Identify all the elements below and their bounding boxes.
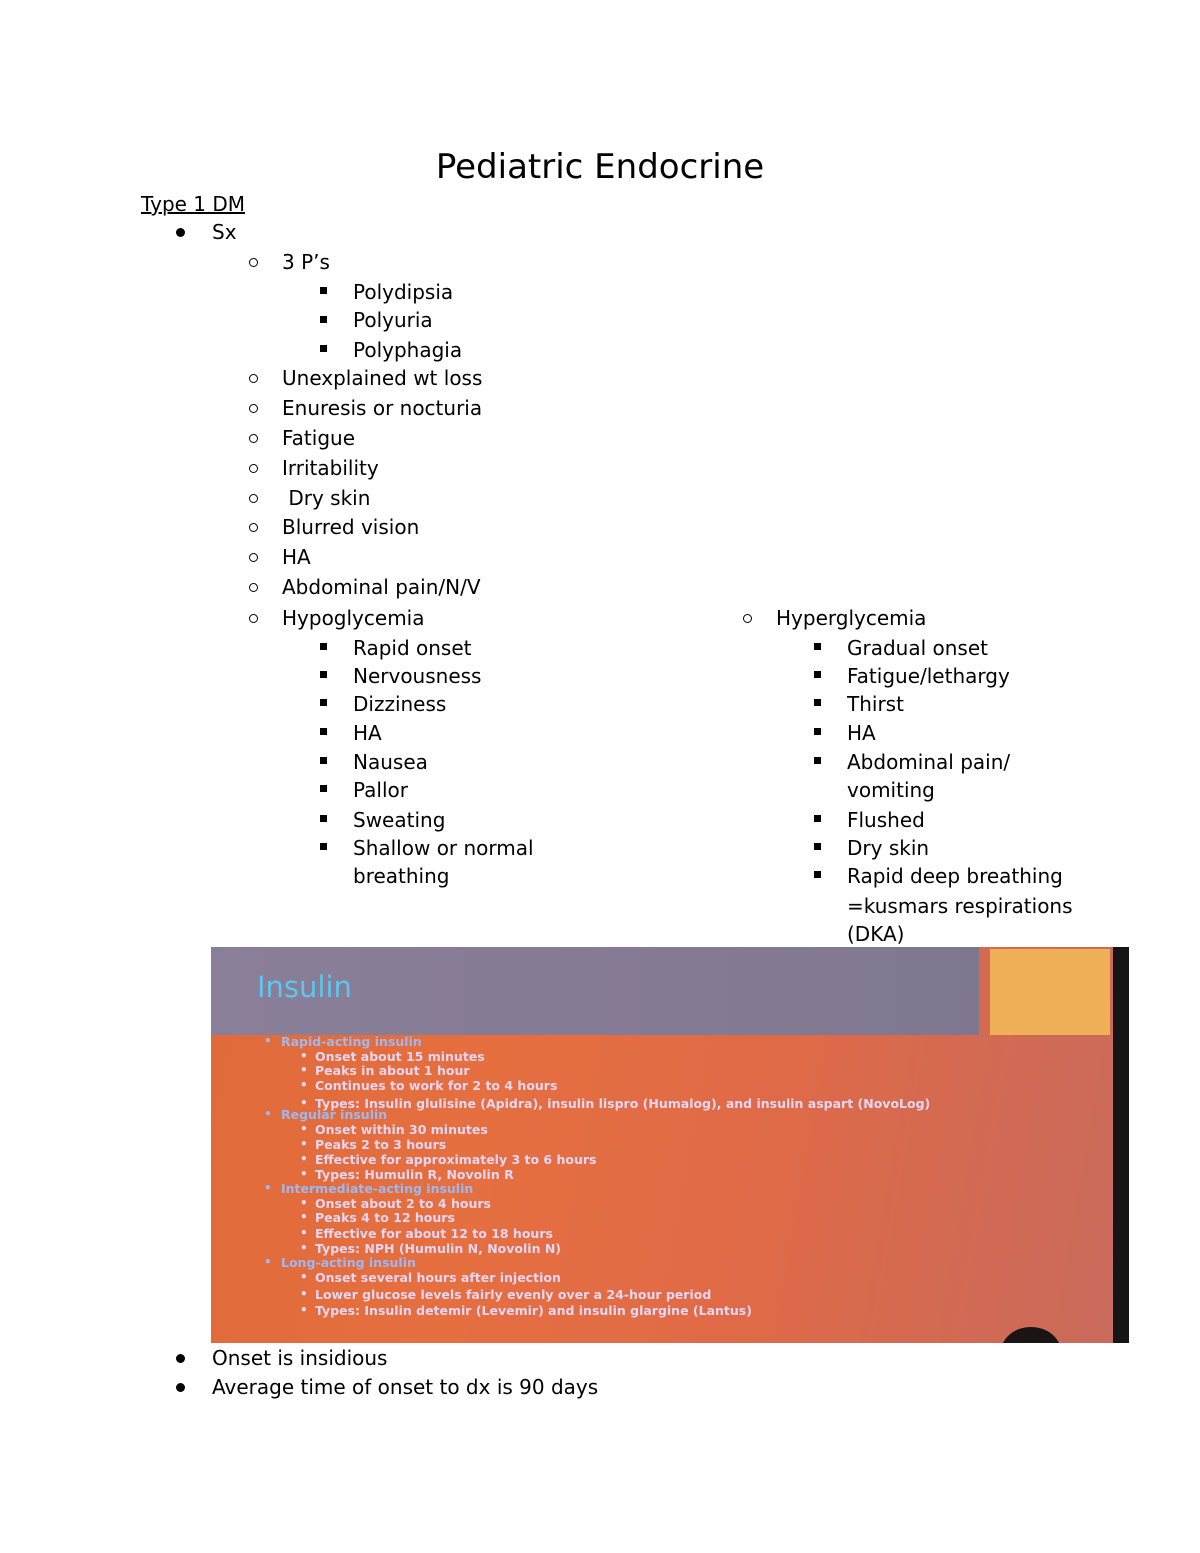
bullet-square [320,815,327,822]
slide-line: Effective for approximately 3 to 6 hours [315,1152,597,1167]
slide-line: Intermediate-acting insulin [281,1181,474,1196]
list-item: Dizziness [353,692,447,716]
slide-bullet: • [300,1226,308,1240]
bullet-circle [249,494,258,503]
slide-line: Regular insulin [281,1107,388,1122]
list-item: Nervousness [353,664,482,688]
list-item: Dry skin [282,486,371,510]
bullet-circle [249,258,258,267]
slide-line: Continues to work for 2 to 4 hours [315,1078,558,1093]
bullet-square [320,843,327,850]
list-item: Unexplained wt loss [282,366,483,390]
hypoglycemia-label: Hypoglycemia [282,606,425,630]
bullet-circle [249,614,258,623]
slide-bullet: • [300,1303,308,1317]
list-item-continuation: (DKA) [847,922,905,946]
list-item: Enuresis or nocturia [282,396,483,420]
bullet-square [320,345,327,352]
bullet-circle [249,553,258,562]
list-item: Abdominal pain/N/V [282,575,481,599]
slide-line: Types: Humulin R, Novolin R [315,1167,514,1182]
bullet-square [814,728,821,735]
slide-bullet: • [300,1241,308,1255]
bullet-square [320,785,327,792]
list-item: Shallow or normal [353,836,534,860]
slide-line: Lower glucose levels fairly evenly over a 24-hour period [315,1287,712,1302]
section-heading: Type 1 DM [141,192,246,216]
slide-screen-edge [1113,947,1129,1343]
slide-bullet: • [264,1181,272,1195]
bullet-square [814,757,821,764]
bullet-circle [249,523,258,532]
bullet-square [320,728,327,735]
bullet-square [814,699,821,706]
bullet-square [320,671,327,678]
list-item: Onset is insidious [212,1346,388,1370]
slide-bullet: • [300,1196,308,1210]
list-item-continuation: breathing [353,864,450,888]
list-item-continuation: vomiting [847,778,935,802]
slide-line: Onset about 15 minutes [315,1049,485,1064]
list-item: Dry skin [847,836,930,860]
list-item: Average time of onset to dx is 90 days [212,1375,599,1399]
list-item: Polyphagia [353,338,463,362]
slide-line: Peaks 4 to 12 hours [315,1210,455,1225]
list-item: Abdominal pain/ [847,750,1011,774]
hyperglycemia-label: Hyperglycemia [776,606,927,630]
bullet-dot [176,1383,185,1392]
list-item: Polydipsia [353,280,454,304]
list-item: Fatigue/lethargy [847,664,1010,688]
list-item: Blurred vision [282,515,420,539]
slide-line: Types: Insulin glulisine (Apidra), insulin lispro (Humalog), and insulin aspart (NovoLog) [315,1096,931,1111]
slide-bullet: • [300,1167,308,1181]
list-item: Fatigue [282,426,355,450]
slide-line: Types: NPH (Humulin N, Novolin N) [315,1241,562,1256]
slide-line: Rapid-acting insulin [281,1034,422,1049]
list-item: HA [282,545,311,569]
list-item: Pallor [353,778,408,802]
slide-bullet: • [264,1034,272,1048]
list-item: HA [847,721,876,745]
list-item: Nausea [353,750,428,774]
bullet-square [814,871,821,878]
bullet-square [320,316,327,323]
slide-line: Peaks in about 1 hour [315,1063,470,1078]
bullet-dot [176,228,185,237]
bullet-circle [743,614,752,623]
slide-line: Long-acting insulin [281,1255,416,1270]
page-title: Pediatric Endocrine [435,147,765,187]
bullet-square [814,843,821,850]
list-item: Gradual onset [847,636,988,660]
list-item: Polyuria [353,308,433,332]
bullet-circle [249,583,258,592]
bullet-square [814,671,821,678]
slide-bullet: • [300,1287,308,1301]
slide-line: Onset within 30 minutes [315,1122,488,1137]
bullet-dot [176,1354,185,1363]
bullet-square [814,643,821,650]
list-item-continuation: =kusmars respirations [847,894,1073,918]
bullet-square [320,643,327,650]
bullet-circle [249,404,258,413]
bullet-square [814,815,821,822]
slide-bullet: • [300,1063,308,1077]
list-item: Thirst [847,692,904,716]
slide-line: Onset several hours after injection [315,1270,561,1285]
slide-bullet: • [264,1107,272,1121]
list-item: Rapid deep breathing [847,864,1063,888]
bullet-circle [249,464,258,473]
slide-bullet: • [300,1122,308,1136]
slide-line: Peaks 2 to 3 hours [315,1137,447,1152]
bullet-square [320,287,327,294]
three-ps-label: 3 P’s [282,250,330,274]
slide-bullet: • [300,1096,308,1110]
sx-label: Sx [212,220,237,244]
slide-bullet: • [300,1152,308,1166]
slide-bullet: • [264,1255,272,1269]
list-item: Sweating [353,808,446,832]
slide-line: Types: Insulin detemir (Levemir) and insulin glargine (Lantus) [315,1303,752,1318]
slide-accent-square [990,949,1110,1035]
slide-line: Effective for about 12 to 18 hours [315,1226,553,1241]
list-item: HA [353,721,382,745]
insulin-slide-photo [211,947,1129,1343]
bullet-square [320,699,327,706]
slide-title: Insulin [257,970,352,1004]
audience-head-silhouette [1001,1327,1061,1343]
bullet-circle [249,434,258,443]
list-item: Flushed [847,808,925,832]
slide-bullet: • [300,1078,308,1092]
slide-line: Onset about 2 to 4 hours [315,1196,491,1211]
slide-bullet: • [300,1137,308,1151]
slide-bullet: • [300,1270,308,1284]
slide-bullet: • [300,1049,308,1063]
slide-bullet: • [300,1210,308,1224]
bullet-square [320,757,327,764]
bullet-circle [249,374,258,383]
list-item: Irritability [282,456,379,480]
list-item: Rapid onset [353,636,472,660]
